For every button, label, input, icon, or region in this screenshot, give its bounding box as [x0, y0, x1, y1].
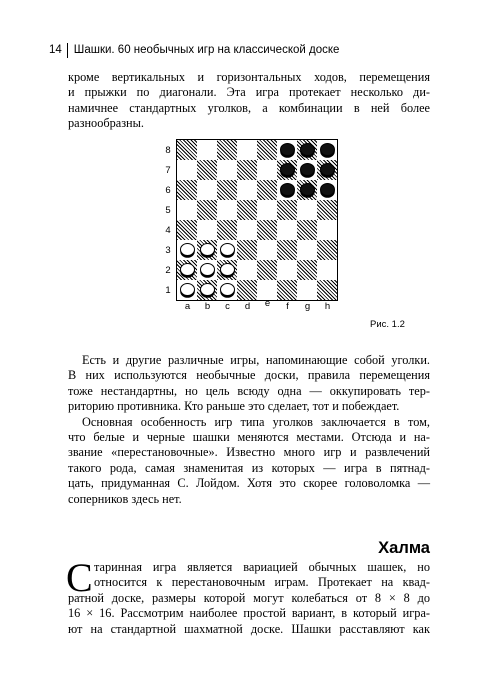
text-line: кроме вертикальных и горизонтальных ходов, перемещения: [68, 70, 430, 84]
file-label: b: [204, 301, 211, 312]
board-square-c7: [217, 160, 237, 180]
board-square-g8: [297, 140, 317, 160]
board-square-f1: [277, 280, 297, 300]
board-square-a1: [177, 280, 197, 300]
text-line: В них используются необычные доски, правила перемещения: [68, 368, 430, 383]
text-line: звание «перестановочные». Известно много игр и развлечений: [68, 445, 430, 460]
text-line: 16 × 16. Рассмотрим наиболее простой вариант, в который игра-: [68, 606, 430, 621]
board-square-c1: [217, 280, 237, 300]
text-line: такого рода, самая знаменитая из которых — игра в пятнад-: [68, 460, 430, 475]
book-title: Шашки. 60 необычных игр на классической доске: [73, 44, 340, 56]
board-square-g4: [297, 220, 317, 240]
board-square-a5: [177, 200, 197, 220]
rank-label: 8: [165, 144, 171, 156]
black-checker-piece: [300, 183, 315, 196]
board-square-f5: [277, 200, 297, 220]
file-label: a: [184, 301, 191, 312]
checkers-board-figure: [176, 139, 338, 301]
black-checker-piece: [320, 183, 335, 196]
board-square-a2: [177, 260, 197, 280]
board-square-d4: [237, 220, 257, 240]
header-divider: [67, 43, 68, 58]
black-checker-piece: [300, 163, 315, 176]
board-square-c4: [217, 220, 237, 240]
black-checker-piece: [280, 163, 295, 176]
file-label: c: [225, 301, 230, 312]
board-square-c8: [217, 140, 237, 160]
file-label: g: [304, 301, 311, 312]
rank-label: 1: [165, 284, 171, 296]
text-line: намичнее стандартных уголков, а комбинации в ней более: [68, 100, 430, 115]
board-square-f7: [277, 160, 297, 180]
text-line: цать, придуманная С. Лойдом. Хотя это скорее головоломка —: [68, 476, 430, 491]
black-checker-piece: [320, 143, 335, 156]
board-square-h3: [317, 240, 337, 260]
text-line: ют на стандартной шахматной доске. Шашки расставляют как: [68, 621, 430, 636]
drop-cap: С: [66, 555, 93, 600]
section-title: Халма: [378, 539, 430, 557]
board-square-f2: [277, 260, 297, 280]
board-square-a8: [177, 140, 197, 160]
board-square-h5: [317, 200, 337, 220]
board-square-d2: [237, 260, 257, 280]
board-square-b2: [197, 260, 217, 280]
text-line: относится к перестановочным играм. Протекает на квад-: [94, 575, 430, 590]
board-square-a6: [177, 180, 197, 200]
board-square-f8: [277, 140, 297, 160]
white-checker-piece: [200, 283, 215, 296]
white-checker-piece: [180, 263, 195, 276]
board-square-d1: [237, 280, 257, 300]
board-square-e2: [257, 260, 277, 280]
board-square-d5: [237, 200, 257, 220]
board-square-g7: [297, 160, 317, 180]
rank-label: 7: [165, 164, 171, 176]
board-square-b4: [197, 220, 217, 240]
rank-label: 2: [165, 264, 171, 276]
board-square-d3: [237, 240, 257, 260]
text-line: тоже нестандартны, но цель всюду одна — оккупировать тер-: [68, 383, 430, 398]
board-square-c5: [217, 200, 237, 220]
board-square-c3: [217, 240, 237, 260]
board-square-a3: [177, 240, 197, 260]
text-line: разнообразны.: [68, 116, 144, 131]
board-square-e1: [257, 280, 277, 300]
board-square-g1: [297, 280, 317, 300]
board-square-h4: [317, 220, 337, 240]
white-checker-piece: [220, 243, 235, 256]
white-checker-piece: [220, 263, 235, 276]
board-square-g2: [297, 260, 317, 280]
text-line: ратной доске, размеры которой могут колебаться от 8 × 8 до: [68, 590, 430, 605]
text-line: соперников здесь нет.: [68, 491, 182, 506]
body-paragraphs: [68, 353, 430, 507]
board-square-b7: [197, 160, 217, 180]
file-label: f: [286, 301, 289, 312]
black-checker-piece: [280, 183, 295, 196]
board-square-a7: [177, 160, 197, 180]
board-square-e4: [257, 220, 277, 240]
board-square-g5: [297, 200, 317, 220]
white-checker-piece: [180, 283, 195, 296]
board-square-e8: [257, 140, 277, 160]
board-square-e3: [257, 240, 277, 260]
board-square-g3: [297, 240, 317, 260]
white-checker-piece: [200, 263, 215, 276]
white-checker-piece: [220, 283, 235, 296]
board-square-e6: [257, 180, 277, 200]
board-square-b3: [197, 240, 217, 260]
board-square-d6: [237, 180, 257, 200]
text-line: Есть и другие различные игры, напоминающие собой уголки.: [82, 353, 430, 367]
rank-label: 5: [165, 204, 171, 216]
board-square-c2: [217, 260, 237, 280]
running-header: [49, 42, 339, 58]
board-square-c6: [217, 180, 237, 200]
black-checker-piece: [320, 163, 335, 176]
file-label: h: [324, 301, 331, 312]
board-square-f6: [277, 180, 297, 200]
board-square-b1: [197, 280, 217, 300]
board-square-b5: [197, 200, 217, 220]
page-number: 14: [49, 44, 62, 56]
rank-label: 3: [165, 244, 171, 256]
board-square-b8: [197, 140, 217, 160]
black-checker-piece: [300, 143, 315, 156]
board-square-e7: [257, 160, 277, 180]
text-line: риторию противника. Кто раньше это сделает, тот и побеждает.: [68, 399, 400, 414]
section-paragraph: [66, 555, 430, 637]
file-label: d: [244, 301, 251, 312]
white-checker-piece: [200, 243, 215, 256]
board-square-a4: [177, 220, 197, 240]
rank-label: 4: [165, 224, 171, 236]
board-square-g6: [297, 180, 317, 200]
board-square-h8: [317, 140, 337, 160]
white-checker-piece: [180, 243, 195, 256]
text-line: таринная игра является вариацией обычных шашек, но: [94, 560, 430, 574]
board-square-f4: [277, 220, 297, 240]
board-square-h1: [317, 280, 337, 300]
figure-caption: Рис. 1.2: [370, 319, 405, 330]
board-square-h6: [317, 180, 337, 200]
text-line: и прыжки по диагонали. Эта игра протекает несколько ди-: [68, 85, 430, 100]
board-square-h2: [317, 260, 337, 280]
intro-paragraph: [68, 70, 430, 132]
board-square-d7: [237, 160, 257, 180]
board-square-e5: [257, 200, 277, 220]
text-line: что белые и черные шашки меняются местами. Отсюда и на-: [68, 430, 430, 445]
board-square-d8: [237, 140, 257, 160]
text-line: Основная особенность игр типа уголков заключается в том,: [82, 414, 430, 429]
board-square-f3: [277, 240, 297, 260]
board-square-b6: [197, 180, 217, 200]
black-checker-piece: [280, 143, 295, 156]
file-label: e: [264, 298, 271, 309]
checkers-board: [177, 140, 337, 300]
rank-label: 6: [165, 184, 171, 196]
board-square-h7: [317, 160, 337, 180]
